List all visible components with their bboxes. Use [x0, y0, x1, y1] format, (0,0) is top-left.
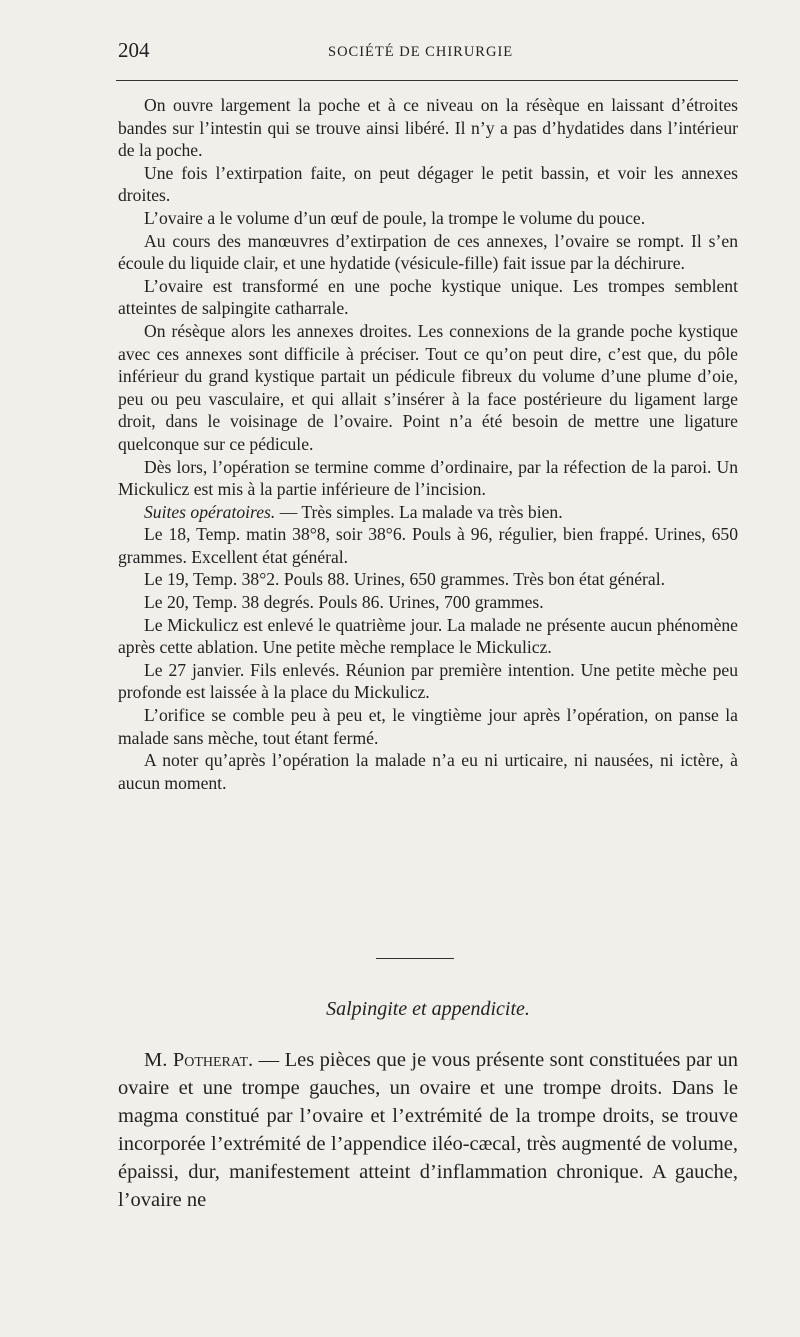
section-title: Salpingite et appendicite.: [326, 998, 530, 1020]
paragraph: Le Mickulicz est enlevé le quatrième jour. La malade ne présente aucun phénomène après cette ablation. Une petite mèche remplace le Mickulicz.: [118, 614, 738, 658]
suites-text: — Très simples. La malade va très bien.: [275, 501, 563, 522]
paragraph: L’ovaire a le volume d’un œuf de poule, la trompe le volume du pouce.: [144, 207, 646, 228]
paragraph: On ouvre largement la poche et à ce niveau on la résèque en laissant d’étroites bandes sur l’intestin qui se trouve ainsi libéré. Il n’y a pas d’hydatides dans l’intérieur de la poche.: [118, 95, 738, 161]
paragraph: Le 27 janvier. Fils enlevés. Réunion par première intention. Une petite mèche peu profonde est laissée à la place du Mickulicz.: [118, 659, 738, 703]
paragraph: On résèque alors les annexes droites. Les connexions de la grande poche kystique avec ces annexes sont difficile à préciser. Tout ce qu’on peut dire, c’est que, du pôle inférieur du grand kystique partait un pédicule fibreux du volume d’une plume d’oie, peu ou peu vasculaire, et qui allait s’insérer à la face postérieure du ligament large droit, dans le voisinage de l’ovaire. Point n’a été besoin de mettre une ligature quelconque sur ce pédicule.: [118, 320, 738, 454]
suites-paragraph: [118, 501, 738, 524]
paragraph: Une fois l’extirpation faite, on peut dégager le petit bassin, et voir les annexes droites.: [118, 162, 738, 206]
paragraph: Le 19, Temp. 38°2. Pouls 88. Urines, 650 grammes. Très bon état général.: [144, 569, 666, 590]
speaker-prefix: M.: [144, 1049, 173, 1071]
intro-paragraph: [118, 1046, 738, 1214]
paragraph: Le 20, Temp. 38 degrés. Pouls 86. Urines, 700 grammes.: [144, 592, 544, 613]
paragraph: Le 18, Temp. matin 38°8, soir 38°6. Pouls à 96, régulier, bien frappé. Urines, 650 grammes. Excellent état général.: [118, 524, 738, 567]
speaker-text: . — Les pièces que je vous présente sont constituées par un ovaire et une trompe gauches, un ovaire et une trompe droits. Dans le magma constitué par l’ovaire et l’extrémité de la trompe droits, se trouve incorporée l’extrémité de l’appendice iléo-cæcal, très augmenté de volume, épaissi, dur, manifestement atteint d’inflammation chronique. A gauche, l’ovaire ne: [118, 1049, 738, 1211]
paragraph: A noter qu’après l’opération la malade n’a eu ni urticaire, ni nausées, ni ictère, à aucun moment.: [118, 750, 738, 793]
paragraph: L’ovaire est transformé en une poche kystique unique. Les trompes semblent atteintes de salpingite catharrale.: [118, 275, 738, 319]
header-rule: [116, 80, 738, 81]
suites-label: Suites opératoires.: [144, 501, 276, 522]
speaker-name: Potherat: [172, 1049, 249, 1071]
running-title: SOCIÉTÉ DE CHIRURGIE: [328, 44, 514, 60]
section-intro: [118, 1046, 738, 1214]
page-number: 204: [118, 38, 150, 62]
section-separator: [376, 958, 454, 959]
body-text: [118, 94, 738, 794]
paragraph: Au cours des manœuvres d’extirpation de ces annexes, l’ovaire se rompt. Il s’en écoule du liquide clair, et une hydatide (vésicule-fille) fait issue par la déchirure.: [118, 230, 738, 274]
paragraph: L’orifice se comble peu à peu et, le vingtième jour après l’opération, on panse la malade sans mèche, tout étant fermé.: [118, 705, 738, 748]
paragraph: Dès lors, l’opération se termine comme d’ordinaire, par la réfection de la paroi. Un Mickulicz est mis à la partie inférieure de l’incision.: [118, 456, 738, 500]
page-header: [118, 38, 738, 68]
